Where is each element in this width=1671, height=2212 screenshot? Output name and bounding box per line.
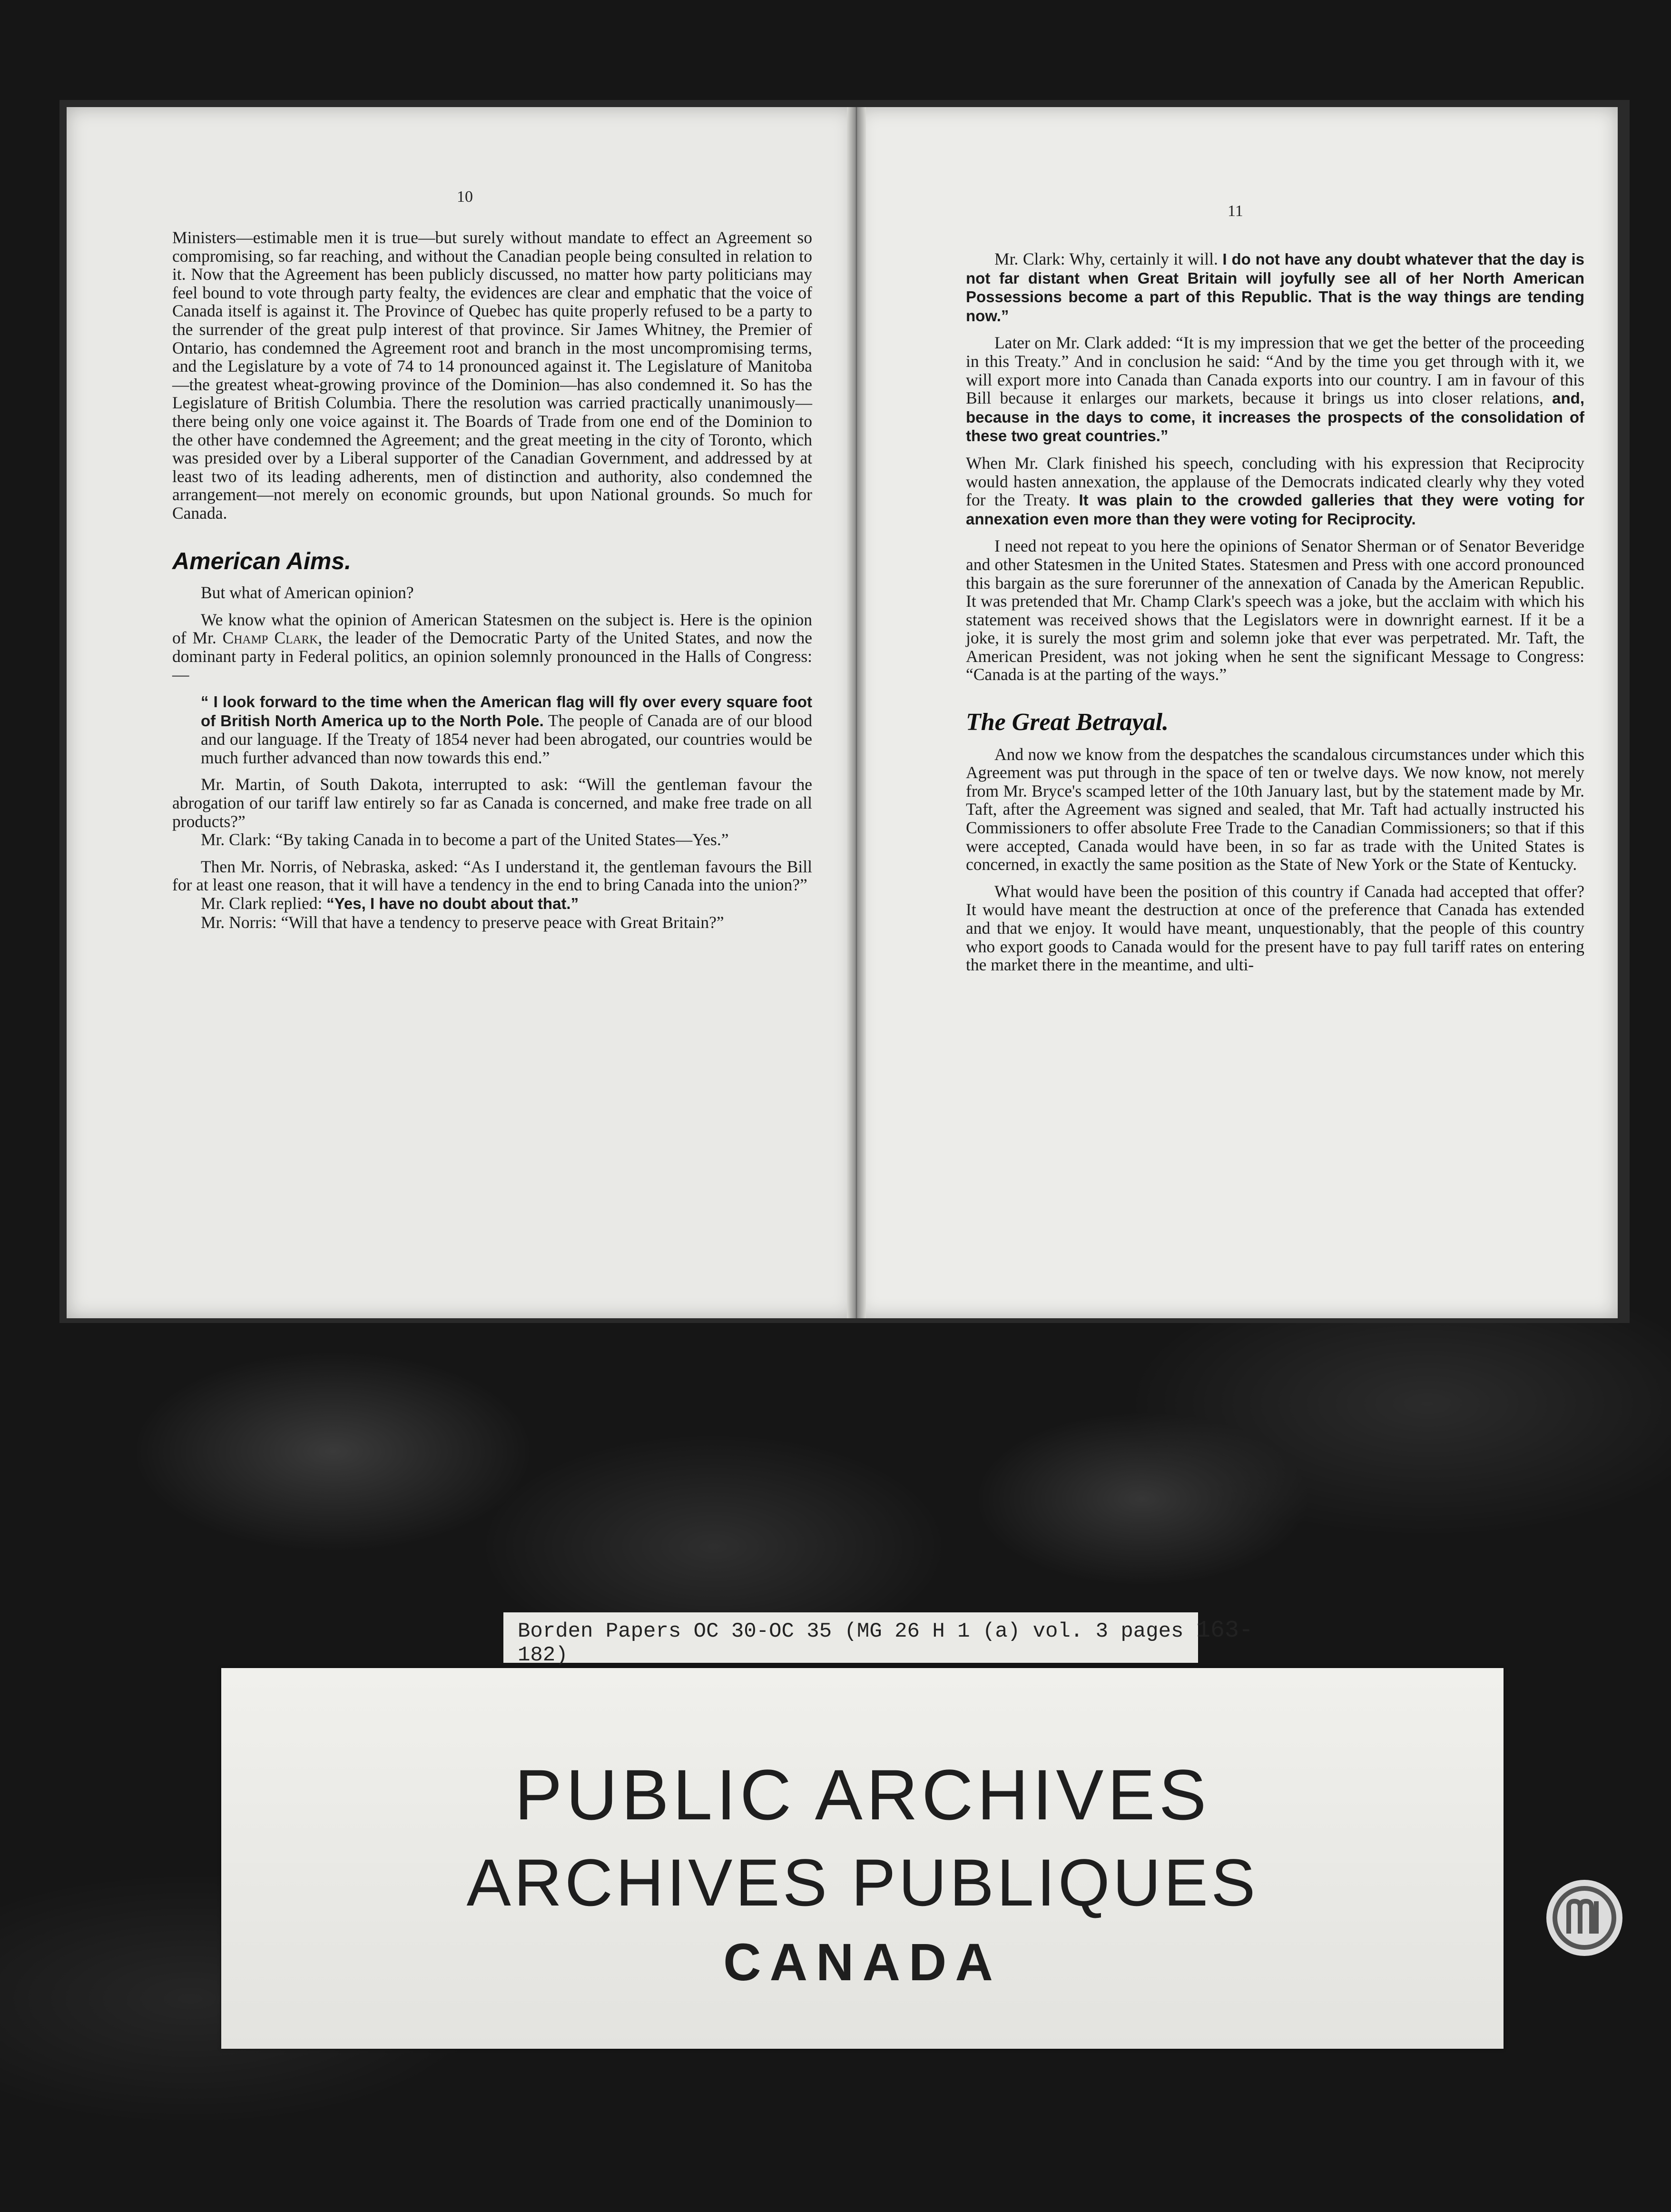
bold-passage: It was plain to the crowded galleries that they were voting for annexation even more than they were voting for Reciprocity. [966, 491, 1585, 528]
bold-reply: “Yes, I have no doubt about that.” [326, 895, 579, 912]
archives-card [221, 1668, 1504, 2049]
paragraph: I need not repeat to you here the opinions of Senator Sherman or of Senator Beveridge and other Statesmen in the United States. Statesmen and Press with one accord pronounced this bargain as the sure forerunner of the annexation of Canada by the American Republic. It was pretended that Mr. Champ Clark's speech was a joke, but the acclaim with which his statement was received shows that the Legislators were in downright earnest. If it be a joke, it is surely the most grim and solemn joke that ever was perpetrated. Mr. Taft, the American President, was not joking when he sent the significant Message to Congress: “Canada is at the parting of the ways.” [966, 536, 1584, 684]
paragraph: Mr. Clark: “By taking Canada in to become a part of the United States—Yes.” [201, 830, 729, 849]
paragraph: Mr. Clark replied: “Yes, I have no doubt about that.” [201, 894, 579, 913]
paragraph: Mr. Martin, of South Dakota, interrupted to ask: “Will the gentleman favour the abrogation of our tariff law entirely so far as Canada is concerned, and make free trade on all products?” [172, 775, 812, 831]
bold-passage: I do not have any doubt whatever that the day is not far distant when Great Britain will joyfully see all of her North American Possessions become a part of this Republic. That is the way things are tending now.” [966, 250, 1584, 325]
paragraph: Then Mr. Norris, of Nebraska, asked: “As I understand it, the gentleman favours the Bill for at least one reason, that it will have a tendency in the end to bring Canada into the union?” [172, 857, 812, 895]
reference-tail: 182) [518, 1643, 568, 1667]
section-heading: The Great Betrayal. [966, 709, 1169, 736]
archives-line-english: PUBLIC ARCHIVES [514, 1755, 1210, 1835]
paragraph: What would have been the position of this country if Canada had accepted that offer? It would have meant the destruction at once of the preference that Canada has extended and that we enjoy. It would have meant, unquestionably, that the people of this country who export goods to Canada would for the present have to pay full tariff rates on entering the market there in the meantime, and ulti- [966, 881, 1584, 975]
paragraph: Later on Mr. Clark added: “It is my impression that we get the better of the proceeding in this Treaty.” And in conclusion he said: “And by the time you get through with it, we will export more into Canada than Canada exports into our country. I am in favour of this Bill because it enlarges our markets, because it brings us into closer relations, and, because in the days to come, it increases the prospects of the consolidation of these two great countries.” [966, 333, 1584, 445]
quotation: “ I look forward to the time when the American flag will fly over every square foot of British North America up to the North Pole. The people of Canada are of our blood and our language. If the Treaty of 1854 never had been abrogated, our countries would be much further advanced than now towards this end.” [201, 693, 812, 767]
archives-line-french: ARCHIVES PUBLIQUES [466, 1845, 1258, 1920]
paragraph: Ministers—estimable men it is true—but surely without mandate to effect an Agreement so compromising, so far reaching, and without the Canadian people being consulted in relation to it. Now that the Agreement has been publicly discussed, no matter how party politicians may feel bound to vote through party fealty, the evidences are clear and emphatic that the voice of Canada itself is against it. The Province of Quebec has quite properly refused to be a party to the surrender of the great pulp interest of that province. Sir James Whitney, the Premier of Ontario, has condemned the Agreement root and branch in the most uncompromising terms, and the Legislature by a vote of 74 to 14 pronounced against it. The Legislature of Manitoba—the greatest wheat-growing province of the Dominion—has also condemned it. So has the Legislature of British Columbia. There the resolution was carried practically unanimously—there being only one voice against it. The Boards of Trade from one end of the Dominion to the other have condemned the Agreement; and the great meeting in the city of Toronto, which was presided over by a Liberal supporter of the Canadian Government, and addressed by at least two of its leading adherents, men of distinction and authority, also condemned the arrangement—not merely on economic grounds, but upon National grounds. So much for Canada. [172, 228, 812, 523]
bold-passage: and, because in the days to come, it increases the prospects of the consolidation of these two great countries.” [966, 389, 1584, 445]
left-page [67, 107, 854, 1318]
section-heading: American Aims. [172, 547, 352, 574]
paragraph: We know what the opinion of American Statesmen on the subject is. Here is the opinion of Mr. Champ Clark, the leader of the Democratic Party of the United States, and now the dominant party in Federal politics, an opinion solemnly pronounced in the Halls of Congress:— [172, 610, 813, 684]
right-page [856, 107, 1618, 1318]
reference-text: Borden Papers OC 30-OC 35 (MG 26 H 1 (a) vol. 3 pages [518, 1620, 1184, 1643]
right-page-text [966, 250, 1584, 974]
paragraph: But what of American opinion? [201, 583, 414, 602]
archives-line-country: CANADA [723, 1933, 1002, 1992]
reference-strip [503, 1612, 1253, 1667]
paragraph: And now we know from the despatches the scandalous circumstances under which this Agreement was put through in the space of ten or twelve days. We now know, not merely from Mr. Bryce's scamped letter of the 10th January last, but by the statement made by Mr. Taft, after the Agreement was signed and sealed, that Mr. Taft had actually instructed his Commissioners to offer absolute Free Trade to the Canadian Commissioners; so that if this were accepted, Canada would have been, in so far as trade with the United States is concerned, in exactly the same position as the State of New York or the State of Kentucky. [966, 744, 1584, 874]
paragraph: When Mr. Clark finished his speech, concluding with his expression that Reciprocity would hasten annexation, the applause of the Democrats indicated clearly why they voted for the Treaty. It was plain to the crowded galleries that they were voting for annexation even more than they were voting for Reciprocity. [966, 453, 1585, 528]
microfilm-logo-icon [1544, 1877, 1625, 1958]
page-number: 10 [457, 188, 473, 206]
reference-page-number: 163- [1196, 1617, 1253, 1644]
left-page-text [172, 228, 812, 931]
paragraph: Mr. Clark: Why, certainly it will. I do not have any doubt whatever that the day is not far distant when Great Britain will joyfully see all of her North American Possessions become a part of this Republic. That is the way things are tending now.” [966, 249, 1584, 325]
paragraph: Mr. Norris: “Will that have a tendency to preserve peace with Great Britain?” [201, 912, 724, 932]
quote-emphasis: “ I look forward to the time when the American flag will fly over every square foot of British North America up to the North Pole. [201, 693, 812, 730]
champ-clark-name: Champ Clark [222, 628, 318, 648]
page-number: 11 [1228, 202, 1243, 220]
book-gutter [847, 107, 866, 1318]
